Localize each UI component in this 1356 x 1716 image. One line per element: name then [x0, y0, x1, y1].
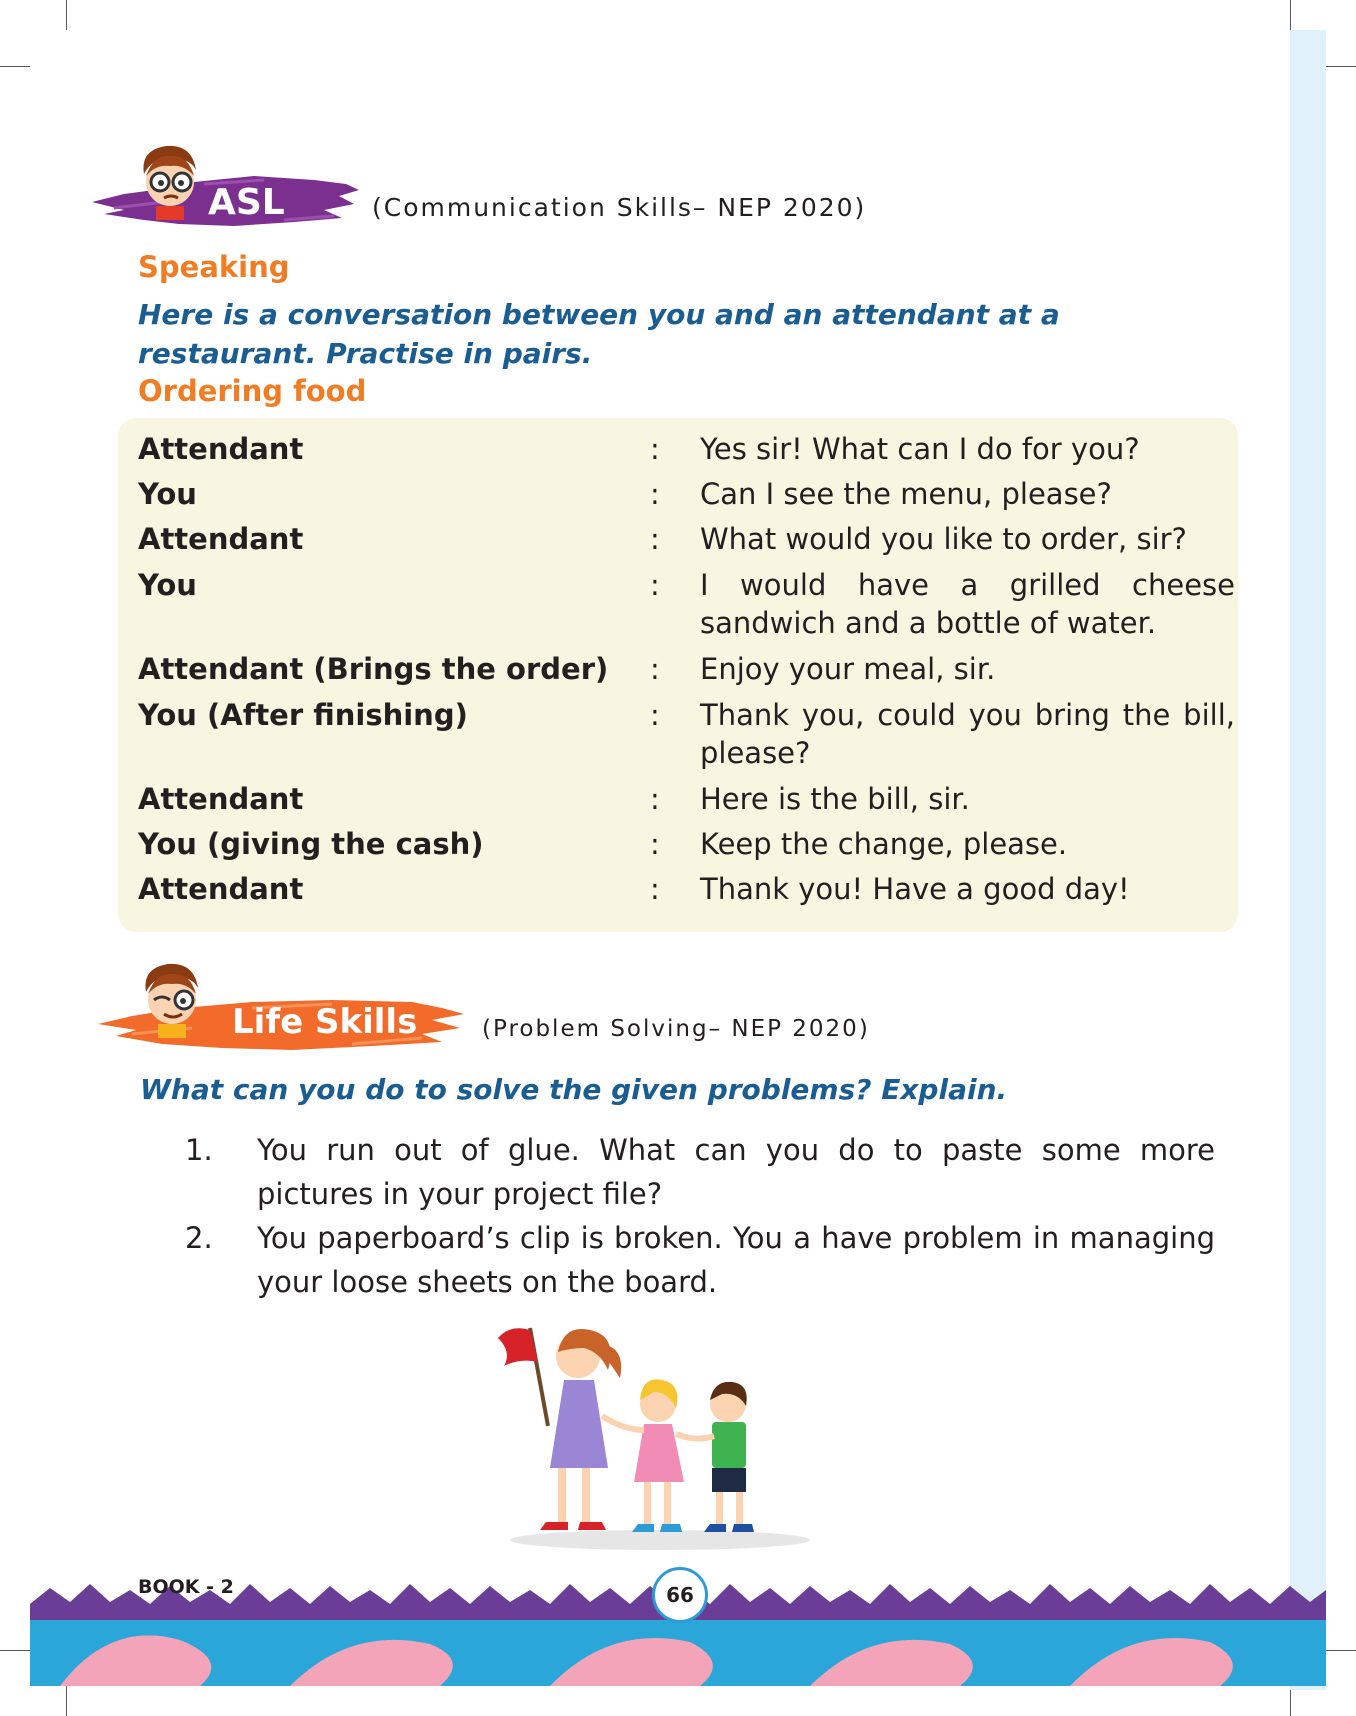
speaker: Attendant [138, 782, 304, 816]
asl-badge: ASL [208, 182, 285, 223]
asl-banner [84, 140, 364, 240]
line: Can I see the menu, please? [700, 477, 1112, 511]
line: What would you like to order, sir? [700, 522, 1187, 556]
colon: : [650, 872, 660, 906]
question-number: 2. [185, 1221, 213, 1255]
page-number: 66 [652, 1567, 708, 1623]
speaking-instruction: Here is a conversation between you and an attendant at a restaurant. Practise in pairs. [138, 298, 1060, 370]
line: Here is the bill, sir. [700, 782, 970, 816]
speaker: You [138, 568, 197, 602]
crop-mark [0, 1650, 30, 1651]
speaker: You (giving the cash) [138, 827, 484, 861]
colon: : [650, 827, 660, 861]
colon: : [650, 568, 660, 602]
asl-subtitle: (Communication Skills– NEP 2020) [372, 193, 867, 222]
colon: : [650, 477, 660, 511]
question-item [185, 1216, 1215, 1304]
crop-mark [0, 66, 30, 67]
side-strip [1290, 30, 1326, 1690]
line: Enjoy your meal, sir. [700, 652, 996, 686]
speaker: You (After finishing) [138, 698, 468, 732]
line: Keep the change, please. [700, 827, 1068, 861]
question-text: You run out of glue. What can you do to paste some more pictures in your project file? [257, 1133, 1215, 1211]
crop-mark [1326, 1650, 1356, 1651]
life-skills-instruction: What can you do to solve the given problems? Explain. [140, 1073, 1008, 1106]
line: Yes sir! What can I do for you? [700, 432, 1140, 466]
crop-mark [1290, 1686, 1291, 1716]
colon: : [650, 782, 660, 816]
crop-mark [66, 1686, 67, 1716]
speaker: Attendant (Brings the order) [138, 652, 609, 686]
crop-mark [66, 0, 67, 30]
colon: : [650, 522, 660, 556]
life-skills-subtitle: (Problem Solving– NEP 2020) [482, 1016, 870, 1042]
question-item [185, 1128, 1215, 1216]
boy-mascot-icon [130, 140, 210, 220]
colon: : [650, 652, 660, 686]
speaker: Attendant [138, 522, 304, 556]
colon: : [650, 698, 660, 732]
line: Thank you! Have a good day! [700, 872, 1130, 906]
crop-mark [1290, 0, 1291, 30]
speaker: Attendant [138, 432, 304, 466]
question-text: You paperboard’s clip is broken. You a have problem in managing your loose sheets on the board. [257, 1221, 1215, 1299]
children-walking-illustration [490, 1318, 830, 1554]
crop-mark [1326, 66, 1356, 67]
ordering-food-heading: Ordering food [138, 374, 367, 408]
question-number: 1. [185, 1133, 213, 1167]
colon: : [650, 432, 660, 466]
book-label: BOOK - 2 [138, 1576, 234, 1598]
speaker: Attendant [138, 872, 304, 906]
speaker: You [138, 477, 197, 511]
boy-winking-mascot-icon [132, 958, 212, 1038]
line: Thank you, could you bring the bill, please? [700, 698, 1235, 770]
life-skills-badge: Life Skills [232, 1002, 418, 1042]
life-skills-banner [92, 958, 472, 1058]
dialogue-box [118, 418, 1238, 932]
speaking-heading: Speaking [138, 250, 290, 284]
line: I would have a grilled cheese sandwich and a bottle of water. [700, 568, 1235, 640]
